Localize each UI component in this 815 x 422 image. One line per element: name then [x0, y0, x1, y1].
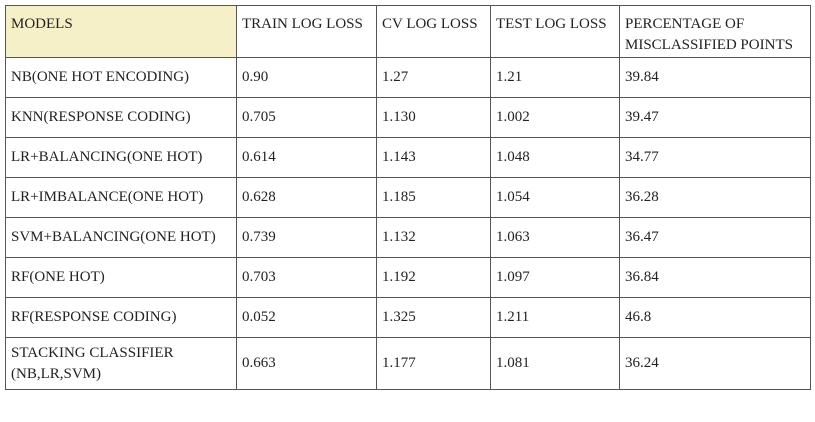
cell-percentage: 39.84 [620, 58, 811, 98]
header-percentage-misclassified [620, 6, 811, 58]
cell-cv-log-loss: 1.130 [377, 98, 491, 138]
cell-cv-log-loss: 1.27 [377, 58, 491, 98]
cell-model: NB(ONE HOT ENCODING) [6, 58, 237, 98]
cell-percentage: 36.47 [620, 218, 811, 258]
cell-model-line2: (NB,LR,SVM) [11, 365, 102, 382]
header-cv-log-loss: CV LOG LOSS [377, 6, 491, 58]
cell-train-log-loss: 0.628 [237, 178, 377, 218]
results-table [5, 5, 811, 390]
cell-percentage: 39.47 [620, 98, 811, 138]
table-row [6, 218, 811, 258]
cell-model: LR+IMBALANCE(ONE HOT) [6, 178, 237, 218]
cell-test-log-loss: 1.002 [491, 98, 620, 138]
header-row [6, 6, 811, 58]
header-test-log-loss: TEST LOG LOSS [491, 6, 620, 58]
header-models: MODELS [6, 6, 237, 58]
table-row [6, 178, 811, 218]
cell-test-log-loss: 1.054 [491, 178, 620, 218]
cell-model: RF(ONE HOT) [6, 258, 237, 298]
header-pct-line2: MISCLASSIFIED POINTS [625, 37, 793, 53]
cell-percentage: 34.77 [620, 138, 811, 178]
table-row [6, 58, 811, 98]
cell-cv-log-loss: 1.177 [377, 338, 491, 390]
table-row [6, 98, 811, 138]
cell-test-log-loss: 1.21 [491, 58, 620, 98]
header-train-log-loss: TRAIN LOG LOSS [237, 6, 377, 58]
cell-model: KNN(RESPONSE CODING) [6, 98, 237, 138]
cell-train-log-loss: 0.703 [237, 258, 377, 298]
cell-percentage: 46.8 [620, 298, 811, 338]
cell-model: LR+BALANCING(ONE HOT) [6, 138, 237, 178]
cell-train-log-loss: 0.90 [237, 58, 377, 98]
cell-train-log-loss: 0.614 [237, 138, 377, 178]
cell-cv-log-loss: 1.185 [377, 178, 491, 218]
cell-cv-log-loss: 1.325 [377, 298, 491, 338]
table-row [6, 338, 811, 390]
cell-percentage: 36.24 [620, 338, 811, 390]
table-row [6, 138, 811, 178]
cell-cv-log-loss: 1.192 [377, 258, 491, 298]
cell-model: SVM+BALANCING(ONE HOT) [6, 218, 237, 258]
cell-train-log-loss: 0.052 [237, 298, 377, 338]
table-row [6, 258, 811, 298]
cell-percentage: 36.28 [620, 178, 811, 218]
cell-model-line1: STACKING CLASSIFIER [11, 344, 174, 361]
cell-train-log-loss: 0.663 [237, 338, 377, 390]
cell-model [6, 338, 237, 390]
header-pct-line1: PERCENTAGE OF [625, 16, 745, 32]
cell-train-log-loss: 0.705 [237, 98, 377, 138]
cell-cv-log-loss: 1.143 [377, 138, 491, 178]
cell-train-log-loss: 0.739 [237, 218, 377, 258]
cell-test-log-loss: 1.097 [491, 258, 620, 298]
cell-percentage: 36.84 [620, 258, 811, 298]
cell-test-log-loss: 1.063 [491, 218, 620, 258]
cell-cv-log-loss: 1.132 [377, 218, 491, 258]
cell-test-log-loss: 1.081 [491, 338, 620, 390]
table-row [6, 298, 811, 338]
cell-test-log-loss: 1.211 [491, 298, 620, 338]
cell-test-log-loss: 1.048 [491, 138, 620, 178]
cell-model: RF(RESPONSE CODING) [6, 298, 237, 338]
